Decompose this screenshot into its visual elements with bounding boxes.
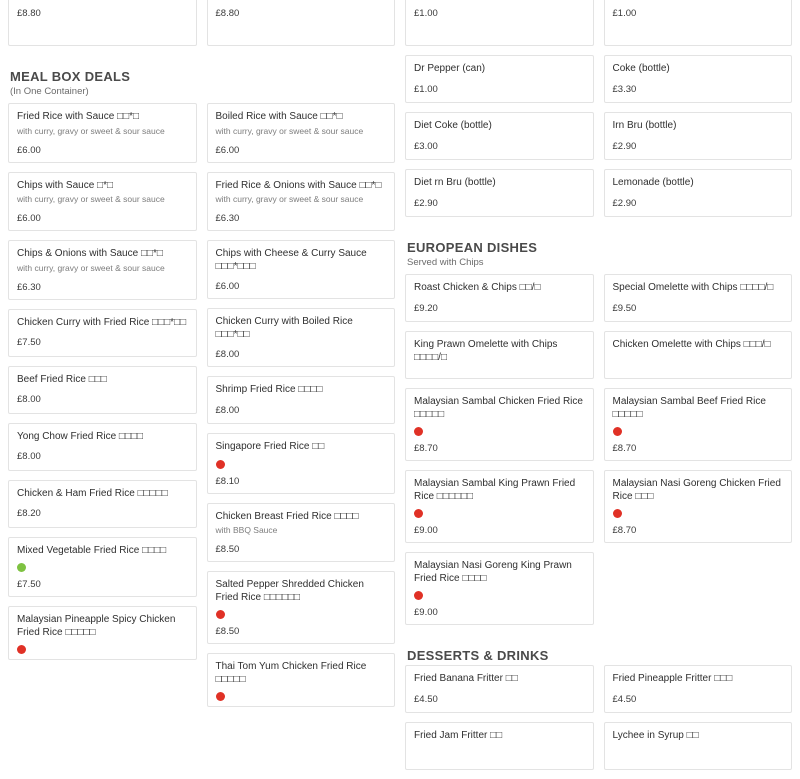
menu-item[interactable] — [604, 470, 793, 543]
item-name: Thai Tom Yum Chicken Fried Rice □□□□□ — [215, 661, 367, 685]
menu-item[interactable] — [8, 366, 197, 414]
item-price: £8.80 — [17, 8, 41, 19]
menu-item[interactable] — [405, 388, 594, 461]
menu-item[interactable] — [8, 240, 197, 300]
item-name: Malaysian Nasi Goreng King Prawn Fried Rice □□□□ — [414, 560, 572, 584]
item-name: Chicken Breast Fried Rice □□□□ — [215, 510, 359, 522]
item-price: £9.20 — [414, 302, 438, 314]
meal-box-left-column — [8, 103, 197, 716]
item-name: Chicken & Ham Fried Rice □□□□□ — [17, 487, 168, 499]
item-name: Dr Pepper (can) — [414, 63, 486, 74]
menu-item[interactable] — [405, 331, 594, 379]
item-price: £9.00 — [414, 525, 438, 536]
item-name: Roast Chicken & Chips □□/□ — [414, 282, 541, 293]
item-price: £8.20 — [17, 508, 41, 520]
menu-item[interactable] — [405, 169, 594, 217]
menu-item[interactable] — [207, 308, 396, 367]
item-price: £8.50 — [215, 626, 240, 638]
menu-item[interactable] — [8, 309, 197, 357]
menu-item[interactable] — [207, 172, 396, 232]
item-badges — [17, 642, 188, 653]
menu-item[interactable] — [8, 606, 197, 660]
item-name: King Prawn Omelette with Chips □□□□/□ — [414, 339, 558, 363]
item-name: Chicken Omelette with Chips □□□/□ — [612, 339, 771, 350]
item-badges — [613, 424, 784, 435]
item-name: Diet rn Bru (bottle) — [414, 177, 496, 188]
item-name: Yong Chow Fried Rice □□□□ — [17, 430, 144, 442]
menu-item[interactable] — [604, 169, 793, 217]
chilli-icon — [613, 427, 622, 436]
menu-item[interactable] — [405, 112, 594, 160]
item-price: £8.70 — [612, 443, 637, 454]
european-grid — [405, 274, 792, 634]
menu-item[interactable] — [604, 665, 793, 713]
chilli-icon — [414, 509, 423, 518]
chilli-icon — [216, 460, 225, 469]
vegetarian-icon — [17, 563, 26, 572]
item-price: £9.50 — [612, 302, 637, 314]
item-description: with BBQ Sauce — [215, 525, 278, 536]
menu-item[interactable] — [207, 503, 396, 563]
section-title-european: EUROPEAN DISHES — [407, 240, 538, 255]
desserts-left-column — [405, 665, 594, 779]
item-price: £8.70 — [612, 525, 637, 536]
item-name: Shrimp Fried Rice □□□□ — [215, 384, 323, 396]
drinks-left-column — [405, 55, 594, 226]
european-left-column — [405, 274, 594, 634]
item-price: £9.00 — [414, 607, 438, 618]
item-name: Chicken Curry with Boiled Rice □□□*□□ — [215, 316, 353, 340]
menu-item[interactable] — [604, 55, 793, 103]
item-price: £2.90 — [414, 197, 438, 209]
item-name: Fried Pineapple Fritter □□□ — [612, 673, 733, 684]
item-name: Chips & Onions with Sauce □□*□ — [17, 248, 163, 260]
top-partial-left — [8, 0, 197, 55]
item-badges — [216, 689, 387, 700]
item-name: Special Omelette with Chips □□□□/□ — [612, 282, 774, 293]
item-name: Coke (bottle) — [612, 63, 670, 74]
menu-item[interactable] — [207, 653, 396, 707]
item-name: Diet Coke (bottle) — [414, 120, 492, 131]
chilli-icon — [17, 645, 26, 654]
chilli-icon — [216, 692, 225, 701]
item-badges — [414, 506, 585, 517]
item-price: £4.50 — [414, 693, 438, 705]
menu-item[interactable] — [405, 274, 594, 322]
section-title-meal-box: MEAL BOX DEALS — [10, 69, 131, 84]
menu-item[interactable] — [8, 423, 197, 471]
meal-box-right-column — [207, 103, 396, 716]
drinks-partial-row — [405, 0, 792, 55]
item-price: £8.70 — [414, 443, 438, 454]
item-price: £6.30 — [17, 281, 41, 293]
item-price: £2.90 — [612, 197, 637, 209]
menu-item[interactable] — [8, 0, 197, 46]
item-price: £8.00 — [17, 394, 41, 406]
item-name: Fried Rice with Sauce □□*□ — [17, 111, 140, 122]
chilli-icon — [414, 427, 423, 436]
chilli-icon — [414, 591, 423, 600]
top-partial-right — [207, 0, 396, 55]
item-description: with curry, gravy or sweet & sour sauce — [17, 194, 165, 205]
item-badges — [414, 424, 585, 435]
item-badges — [216, 457, 387, 468]
drinks-right-column — [604, 55, 793, 226]
item-name: Beef Fried Rice □□□ — [17, 373, 107, 385]
item-name: Singapore Fried Rice □□ — [215, 441, 325, 453]
menu-item[interactable] — [207, 0, 396, 46]
item-price: £6.00 — [17, 144, 41, 156]
item-price: £8.00 — [215, 349, 240, 361]
item-price: £3.30 — [612, 83, 637, 95]
menu-item[interactable] — [8, 103, 197, 163]
item-name: Fried Rice & Onions with Sauce □□*□ — [215, 179, 382, 191]
item-price: £8.80 — [215, 8, 240, 19]
item-description: with curry, gravy or sweet & sour sauce — [17, 125, 165, 136]
menu-item[interactable] — [8, 480, 197, 528]
european-right-column — [604, 274, 793, 634]
item-price: £8.10 — [215, 475, 240, 487]
item-price: £1.00 — [612, 8, 637, 19]
item-description: with curry, gravy or sweet & sour sauce — [215, 194, 364, 205]
item-price: £1.00 — [414, 8, 438, 19]
menu-item[interactable] — [405, 722, 594, 770]
menu-item[interactable] — [604, 112, 793, 160]
menu-item[interactable] — [207, 571, 396, 644]
menu-item[interactable] — [405, 55, 594, 103]
item-name: Malaysian Nasi Goreng Chicken Fried Rice □□□ — [612, 478, 781, 502]
item-name: Salted Pepper Shredded Chicken Fried Rice □□□□□□ — [215, 579, 364, 603]
item-name: Malaysian Sambal Chicken Fried Rice □□□□□ — [414, 396, 583, 420]
item-price: £2.90 — [612, 140, 637, 152]
item-name: Fried Jam Fritter □□ — [414, 730, 503, 741]
chilli-icon — [216, 610, 225, 619]
drinks-grid — [405, 55, 792, 226]
item-name: Chips with Cheese & Curry Sauce □□□*□□□ — [215, 248, 367, 272]
menu-item[interactable] — [604, 274, 793, 322]
section-subtitle-european: Served with Chips — [407, 257, 484, 268]
item-description: with curry, gravy or sweet & sour sauce — [17, 262, 165, 273]
drinks-partial-right — [604, 0, 793, 55]
drinks-partial-left — [405, 0, 594, 55]
item-price: £3.00 — [414, 140, 438, 152]
right-column — [405, 0, 792, 779]
item-badges — [216, 607, 387, 618]
meal-box-grid — [8, 103, 395, 716]
item-price: £1.00 — [414, 83, 438, 95]
item-price: £4.50 — [612, 693, 637, 705]
menu-item[interactable] — [207, 433, 396, 494]
item-price: £8.50 — [215, 544, 240, 556]
top-partial-row — [8, 0, 395, 55]
menu-item[interactable] — [604, 388, 793, 461]
desserts-grid — [405, 665, 792, 779]
item-price: £8.00 — [17, 451, 41, 463]
item-badges — [613, 506, 784, 517]
item-name: Chicken Curry with Fried Rice □□□*□□ — [17, 316, 187, 328]
item-price: £8.00 — [215, 404, 240, 416]
item-badges — [414, 588, 585, 599]
item-price: £6.30 — [215, 213, 240, 225]
item-name: Malaysian Sambal King Prawn Fried Rice □□□□□□ — [414, 478, 576, 502]
menu-item[interactable] — [604, 0, 793, 46]
item-badges — [17, 560, 188, 571]
menu-item[interactable] — [604, 331, 793, 379]
item-price: £7.50 — [17, 579, 41, 591]
item-name: Lemonade (bottle) — [612, 177, 694, 188]
item-name: Fried Banana Fritter □□ — [414, 673, 518, 684]
item-price: £6.00 — [215, 144, 240, 156]
menu-item[interactable] — [405, 470, 594, 543]
item-description: with curry, gravy or sweet & sour sauce — [215, 125, 364, 136]
menu-item[interactable] — [604, 722, 793, 770]
item-name: Chips with Sauce □*□ — [17, 179, 114, 191]
item-price: £7.50 — [17, 337, 41, 349]
menu-item[interactable] — [405, 552, 594, 625]
item-name: Boiled Rice with Sauce □□*□ — [215, 111, 343, 122]
menu-item[interactable] — [405, 0, 594, 46]
item-name: Mixed Vegetable Fried Rice □□□□ — [17, 544, 167, 556]
section-subtitle-meal-box: (In One Container) — [10, 86, 89, 97]
item-name: Malaysian Pineapple Spicy Chicken Fried Rice □□□□□ — [17, 614, 176, 638]
chilli-icon — [613, 509, 622, 518]
desserts-right-column — [604, 665, 793, 779]
section-title-desserts: DESSERTS & DRINKS — [407, 648, 549, 663]
item-price: £6.00 — [215, 281, 240, 293]
menu-item[interactable] — [8, 172, 197, 232]
menu-item[interactable] — [405, 665, 594, 713]
menu-item[interactable] — [207, 103, 396, 163]
menu-item[interactable] — [8, 537, 197, 598]
item-name: Irn Bru (bottle) — [612, 120, 677, 131]
left-column — [8, 0, 395, 779]
item-name: Malaysian Sambal Beef Fried Rice □□□□□ — [612, 396, 766, 420]
menu-item[interactable] — [207, 376, 396, 424]
item-name: Lychee in Syrup □□ — [612, 730, 699, 741]
item-price: £6.00 — [17, 213, 41, 225]
menu-item[interactable] — [207, 240, 396, 299]
